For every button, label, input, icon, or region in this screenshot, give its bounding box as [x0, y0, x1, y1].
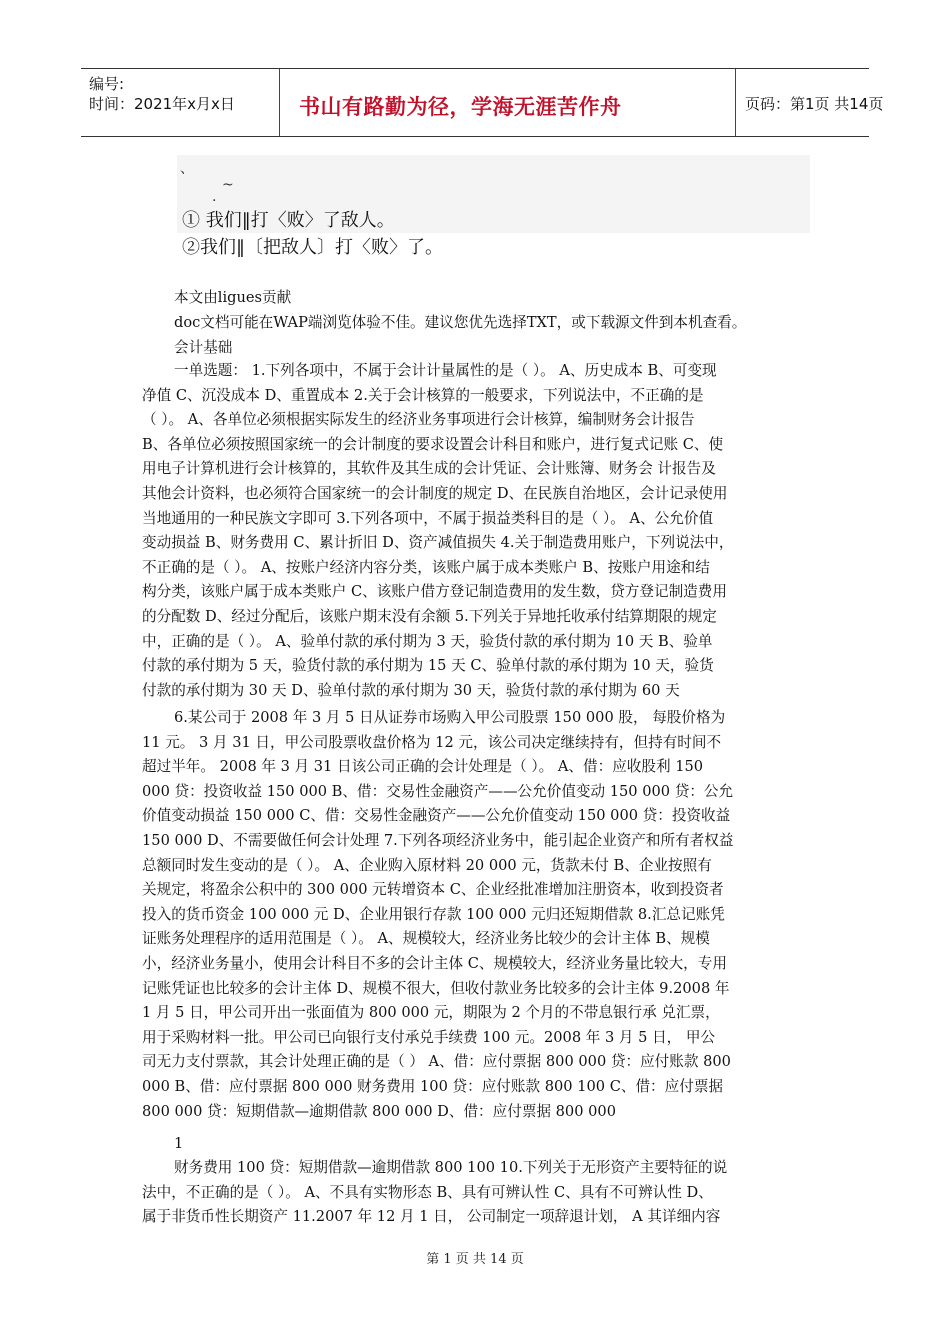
header-left-cell — [81, 69, 280, 136]
text-line: 总额同时发生变动的是（ ）。 A、企业购入原材料 20 000 元，货款未付 B、企业按照有 — [142, 856, 712, 874]
text-line: （ ）。 A、各单位必须根据实际发生的经济业务事项进行会计核算，编制财务会计报告 — [142, 411, 695, 429]
text-line: 关规定，将盈余公积中的 300 000 元转增资本 C、企业经批准增加注册资本，收到投资者 — [142, 881, 724, 899]
text-line: 证账务处理程序的适用范围是（ ）。 A、规模较大，经济业务比较少的会计主体 B、规模 — [142, 930, 710, 948]
text-line: 用电子计算机进行会计核算的，其软件及其生成的会计凭证、会计账簿、财务会 计报告及 — [142, 460, 716, 478]
example-sentence-2: ②我们‖〔把敌人〕打〈败〉了。 — [182, 237, 443, 258]
text-line: 投入的货币资金 100 000 元 D、企业用银行存款 100 000 元归还短期借款 8.汇总记账凭 — [142, 905, 725, 923]
text-line: 用于采购材料一批。甲公司已向银行支付承兑手续费 100 元。2008 年 3 月 5 日， 甲公 — [142, 1028, 716, 1046]
date-label: 时间：2021年x月x日 — [89, 95, 235, 113]
motto-text: 书山有路勤为径，学海无涯苦作舟 — [299, 95, 622, 119]
text-line: 一单选题： 1.下列各项中，不属于会计计量属性的是（ ）。 A、历史成本 B、可变现 — [174, 362, 717, 379]
text-line: 法中，不正确的是（ ）。 A、不具有实物形态 B、具有可辨认性 C、具有不可辨认性 D、 — [142, 1183, 713, 1201]
excerpt-mark: ~ — [222, 177, 234, 193]
text-line: 的分配数 D、经过分配后，该账户期末没有余额 5.下列关于异地托收承付结算期限的规定 — [142, 607, 717, 625]
text-line: 价值变动损益 150 000 C、借：交易性金融资产——公允价值变动 150 000 贷：投资收益 — [142, 807, 731, 825]
page-footer: 第 1 页 共 14 页 — [426, 1252, 524, 1267]
page-info: 页码：第1页 共14页 — [745, 95, 884, 113]
number-label: 编号: — [89, 75, 125, 93]
text-line: 000 贷：投资收益 150 000 B、借：交易性金融资产——公允价值变动 150 000 贷：公允 — [142, 782, 734, 800]
text-line: 000 B、借：应付票据 800 000 财务费用 100 贷：应付账款 800 100 C、借：应付票据 — [142, 1077, 724, 1095]
text-line: 记账凭证也比较多的会计主体 D、规模不很大，但收付款业务比较多的会计主体 9.2008 年 — [142, 979, 730, 997]
text-line: 付款的承付期为 30 天 D、验单付款的承付期为 30 天，验货付款的承付期为 60 天 — [142, 681, 680, 699]
text-line: 财务费用 100 贷：短期借款—逾期借款 800 100 10.下列关于无形资产主要特征的说 — [174, 1159, 728, 1176]
text-line: 付款的承付期为 5 天，验货付款的承付期为 15 天 C、验单付款的承付期为 10 天，验货 — [142, 657, 714, 675]
page-marker: 1 — [174, 1135, 184, 1152]
paragraph-questions-3 — [142, 1156, 812, 1230]
text-line: 当地通用的一种民族文字即可 3.下列各项中，不属于损益类科目的是（ ）。 A、公允价值 — [142, 509, 714, 527]
example-sentence-1: ① 我们‖打〈败〉了敌人。 — [182, 210, 395, 231]
excerpt-mark: . — [212, 189, 217, 205]
text-line: 1 月 5 日，甲公司开出一张面值为 800 000 元，期限为 2 个月的不带息银行承 兑汇票， — [142, 1004, 720, 1022]
text-line: 小，经济业务量小，使用会计科目不多的会计主体 C、规模较大，经济业务量比较大，专用 — [142, 954, 727, 972]
text-line: 800 000 贷：短期借款—逾期借款 800 000 D、借：应付票据 800 000 — [142, 1102, 616, 1120]
header-motto-cell — [279, 69, 736, 136]
subject-heading: 会计基础 — [174, 339, 233, 356]
text-line: 变动损益 B、财务费用 C、累计折旧 D、资产减值损失 4.关于制造费用账户，下列说法中， — [142, 534, 734, 552]
excerpt-mark: 、 — [180, 161, 194, 177]
text-line: 150 000 D、不需要做任何会计处理 7.下列各项经济业务中，能引起企业资产和所有者权益 — [142, 831, 734, 849]
text-line: 净值 C、沉没成本 D、重置成本 2.关于会计核算的一般要求，下列说法中，不正确的是 — [142, 386, 704, 404]
text-line: 司无力支付票款，其会计处理正确的是（ ） A、借：应付票据 800 000 贷：应付账款 800 — [142, 1053, 731, 1071]
contributor-line: 本文由ligues贡献 — [174, 289, 292, 306]
paragraph-questions-1 — [142, 359, 812, 703]
header-page-cell — [735, 69, 884, 136]
text-line: 构分类，该账户属于成本类账户 C、该账户借方登记制造费用的发生数，贷方登记制造费用 — [142, 583, 727, 601]
text-line: B、各单位必须按照国家统一的会计制度的要求设置会计科目和账户，进行复式记账 C、使 — [142, 435, 724, 453]
notice-line: doc文档可能在WAP端浏览体验不佳。建议您优先选择TXT，或下载源文件到本机查看。 — [174, 314, 747, 331]
text-line: 11 元。 3 月 31 日，甲公司股票收盘价格为 12 元，该公司决定继续持有，但持有时间不 — [142, 733, 722, 751]
document-header — [81, 68, 884, 137]
text-line: 属于非货币性长期资产 11.2007 年 12 月 1 日， 公司制定一项辞退计划， A 其详细内容 — [142, 1208, 721, 1226]
text-line: 6.某公司于 2008 年 3 月 5 日从证券市场购入甲公司股票 150 000 股， 每股价格为 — [174, 709, 726, 726]
text-line: 其他会计资料，也必须符合国家统一的会计制度的规定 D、在民族自治地区，会计记录使用 — [142, 484, 728, 502]
paragraph-questions-2 — [142, 706, 812, 1124]
text-line: 中，正确的是（ ）。 A、验单付款的承付期为 3 天，验货付款的承付期为 10 天 B、验单 — [142, 632, 713, 650]
text-line: 不正确的是（ ）。 A、按账户经济内容分类，该账户属于成本类账户 B、按账户用途和结 — [142, 558, 710, 576]
text-line: 超过半年。 2008 年 3 月 31 日该公司正确的会计处理是（ ）。 A、借：应收股利 150 — [142, 758, 704, 776]
